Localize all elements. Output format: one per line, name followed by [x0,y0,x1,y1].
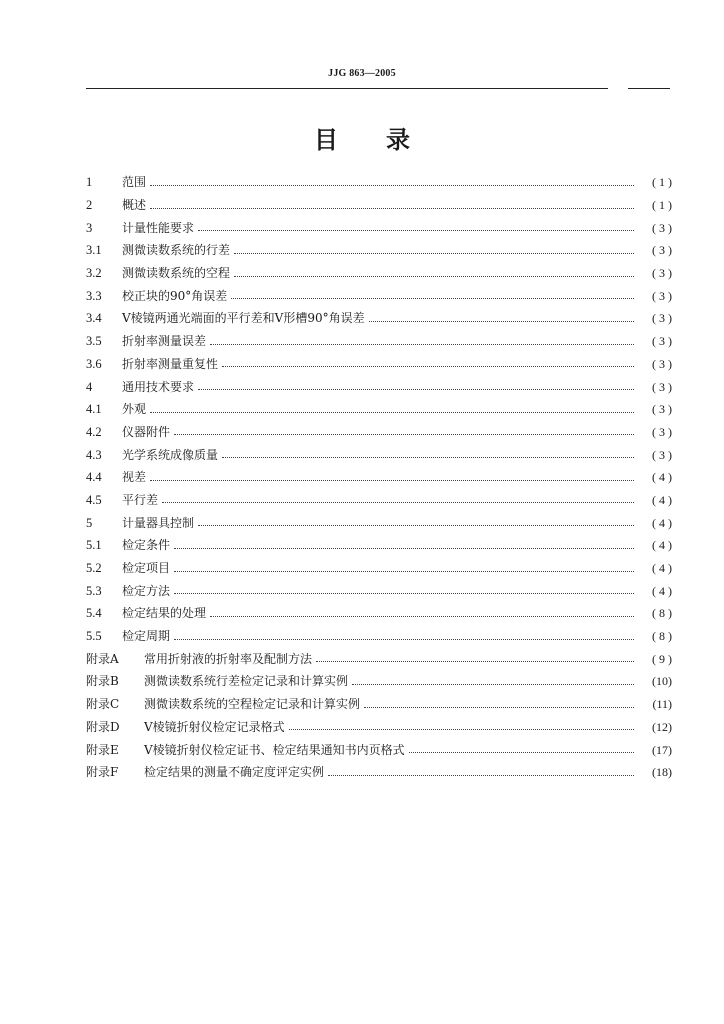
toc-dot-leader [316,661,634,662]
toc-entry-title: V棱镜折射仪检定证书、检定结果通知书内页格式 [144,742,405,757]
toc-entry-number: 3.2 [86,266,102,281]
toc-entry-page: ( 3 ) [652,356,672,371]
toc-entry-number: 5.3 [86,583,102,598]
toc-dot-leader [174,639,634,640]
toc-entry-title: 校正块的90°角误差 [122,288,228,303]
toc-entry-title: 计量性能要求 [122,220,195,235]
toc-entry[interactable] [86,284,672,307]
toc-entry-page: (18) [652,765,672,780]
toc-entry-title: 概述 [122,198,147,213]
toc-entry-title: 检定结果的处理 [122,606,207,621]
toc-dot-leader [174,548,634,549]
toc-entry-number: 3.1 [86,243,102,258]
toc-entry-page: ( 4 ) [652,561,672,576]
toc-dot-leader [198,230,634,231]
toc-entry[interactable] [86,670,672,693]
toc-entry-number: 附录C [86,697,120,712]
toc-entry-number: 4.3 [86,447,102,462]
toc-entry-page: ( 3 ) [652,447,672,462]
toc-entry-page: ( 4 ) [652,492,672,507]
toc-entry-number: 2 [86,198,93,213]
toc-entry-page: ( 3 ) [652,266,672,281]
toc-entry-number: 附录B [86,674,119,689]
toc-entry-number: 4.4 [86,470,102,485]
toc-entry-number: 3.4 [86,311,102,326]
toc-dot-leader [222,457,634,458]
toc-entry-page: ( 3 ) [652,334,672,349]
toc-entry-title: 测微读数系统的空程 [122,266,231,281]
toc-entry-title: 外观 [122,402,147,417]
toc-entry[interactable] [86,171,672,194]
toc-entry[interactable] [86,353,672,376]
toc-entry-page: ( 3 ) [652,288,672,303]
toc-dot-leader [198,525,634,526]
toc-entry-page: ( 1 ) [652,175,672,190]
toc-entry-number: 5.5 [86,629,102,644]
toc-entry-page: ( 4 ) [652,538,672,553]
toc-entry[interactable] [86,262,672,285]
toc-dot-leader [150,480,634,481]
toc-dot-leader [222,366,634,367]
toc-entry[interactable] [86,466,672,489]
toc-entry-page: ( 1 ) [652,198,672,213]
toc-dot-leader [174,434,634,435]
toc-dot-leader [150,412,634,413]
toc-entry[interactable] [86,443,672,466]
toc-dot-leader [174,593,634,594]
toc-entry-number: 5.2 [86,561,102,576]
toc-entry-number: 4.5 [86,492,102,507]
toc-dot-leader [150,208,634,209]
toc-entry[interactable] [86,716,672,739]
toc-entry[interactable] [86,194,672,217]
toc-dot-leader [289,729,634,730]
toc-entry-page: ( 3 ) [652,379,672,394]
toc-entry[interactable] [86,761,672,784]
toc-entry-number: 1 [86,175,93,190]
toc-entry[interactable] [86,489,672,512]
toc-entry[interactable] [86,738,672,761]
toc-entry-number: 3 [86,220,93,235]
toc-entry-title: 通用技术要求 [122,379,195,394]
toc-dot-leader [234,253,634,254]
toc-entry-number: 3.6 [86,356,102,371]
toc-entry[interactable] [86,375,672,398]
toc-entry[interactable] [86,625,672,648]
toc-entry-number: 附录A [86,651,119,666]
toc-entry-number: 附录E [86,742,119,757]
toc-entry-page: (11) [652,697,672,712]
toc-entry-page: ( 3 ) [652,220,672,235]
toc-title: 目录 [314,126,458,154]
toc-entry-title: 测微读数系统的行差 [122,243,231,258]
toc-dot-leader [364,707,634,708]
toc-entry-page: ( 3 ) [652,402,672,417]
toc-entry[interactable] [86,602,672,625]
toc-entry-page: ( 9 ) [652,651,672,666]
toc-entry-page: ( 3 ) [652,243,672,258]
document-code: JJG 863—2005 [328,68,396,79]
toc-dot-leader [174,571,634,572]
toc-entry-page: ( 3 ) [652,311,672,326]
toc-entry-page: (17) [652,742,672,757]
toc-dot-leader [234,276,634,277]
toc-dot-leader [198,389,634,390]
toc-entry-number: 5.4 [86,606,102,621]
toc-entry-title: 折射率测量重复性 [122,356,219,371]
toc-entry-title: 视差 [122,470,147,485]
toc-entry-page: ( 4 ) [652,583,672,598]
toc-entry-title: 计量器具控制 [122,515,195,530]
toc-entry[interactable] [86,421,672,444]
toc-entry-number: 3.3 [86,288,102,303]
toc-entry-title: 测微读数系统的空程检定记录和计算实例 [144,697,361,712]
toc-entry-number: 4.1 [86,402,102,417]
toc-entry[interactable] [86,307,672,330]
toc-entry-page: ( 4 ) [652,470,672,485]
toc-entry[interactable] [86,216,672,239]
toc-entry-number: 4.2 [86,424,102,439]
toc-entry-title: 检定结果的测量不确定度评定实例 [144,765,325,780]
toc-entry-title: 范围 [122,175,147,190]
toc-dot-leader [231,298,634,299]
toc-entry[interactable] [86,579,672,602]
toc-dot-leader [369,321,634,322]
toc-entry-title: 检定周期 [122,629,171,644]
toc-entry-title: 常用折射液的折射率及配制方法 [144,651,313,666]
toc-dot-leader [150,185,634,186]
toc-entry-page: ( 8 ) [652,629,672,644]
toc-entry[interactable] [86,693,672,716]
toc-entry[interactable] [86,398,672,421]
toc-entry-page: ( 8 ) [652,606,672,621]
toc-entry-number: 3.5 [86,334,102,349]
toc-dot-leader [210,616,634,617]
toc-dot-leader [409,752,634,753]
toc-dot-leader [328,775,634,776]
header-rule [86,88,670,89]
toc-entry-title: 仪器附件 [122,424,171,439]
toc-entry-number: 4 [86,379,93,394]
toc-entry-number: 附录F [86,765,119,780]
toc-entry[interactable] [86,511,672,534]
toc-entry-title: V棱镜两通光端面的平行差和V形槽90°角误差 [122,311,365,326]
toc-entry-page: ( 3 ) [652,424,672,439]
toc-entry[interactable] [86,647,672,670]
toc-entry-title: 检定方法 [122,583,171,598]
toc-entry-page: ( 4 ) [652,515,672,530]
toc-dot-leader [352,684,634,685]
toc-entry[interactable] [86,330,672,353]
toc-entry-number: 附录D [86,719,120,734]
toc-entry-number: 5.1 [86,538,102,553]
toc-entry[interactable] [86,534,672,557]
toc-entry[interactable] [86,239,672,262]
toc-entry-page: (12) [652,719,672,734]
toc-entry-title: 检定条件 [122,538,171,553]
toc-dot-leader [162,502,634,503]
toc-entry-title: V棱镜折射仪检定记录格式 [144,719,285,734]
toc-entry-title: 测微读数系统行差检定记录和计算实例 [144,674,349,689]
toc-dot-leader [210,344,634,345]
toc-entry-title: 折射率测量误差 [122,334,207,349]
toc-entry-page: (10) [652,674,672,689]
toc-entry-number: 5 [86,515,93,530]
table-of-contents [86,171,672,784]
toc-entry[interactable] [86,557,672,580]
toc-entry-title: 平行差 [122,492,159,507]
toc-entry-title: 光学系统成像质量 [122,447,219,462]
toc-entry-title: 检定项目 [122,561,171,576]
